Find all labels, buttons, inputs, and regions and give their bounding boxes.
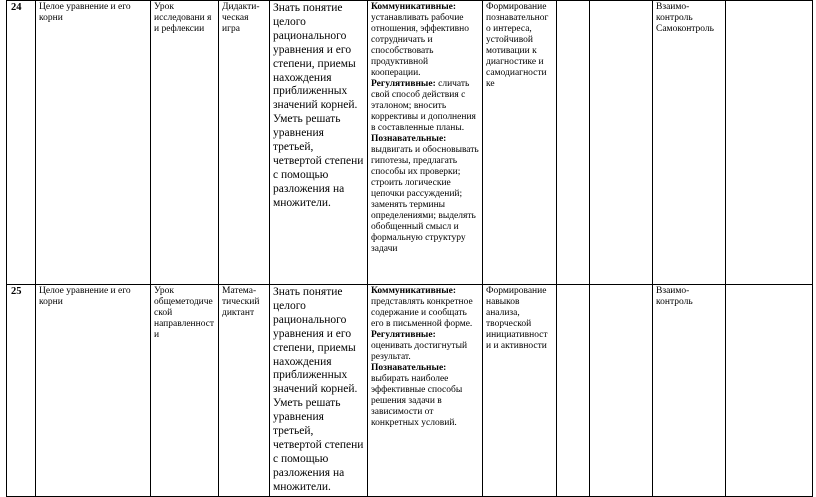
lesson-topic: Целое уравнение и его корни bbox=[36, 1, 151, 285]
uud-cognitive: Познавательные: выдвигать и обосновывать гипотезы, предлагать способы их проверки; строить логические цепочки рассуждений; заменять термины определениями; выделять обобщенный смысл и формальную структуру задачи bbox=[371, 134, 479, 254]
uud-regulative: Регулятивные: сличать свой способ действия с эталоном; вносить коррективы и дополнения в составленные планы. bbox=[371, 79, 476, 133]
empty-cell bbox=[590, 285, 653, 497]
personal-results: Формирование познавательног о интереса, устойчивой мотивации к диагностике и самодиагности ке bbox=[483, 1, 557, 285]
lesson-number: 24 bbox=[7, 1, 36, 285]
personal-results: Формирование навыков анализа, творческой инициативност и и активности bbox=[483, 285, 557, 497]
lesson-type: Урок исследовани я и рефлексии bbox=[151, 1, 219, 285]
lesson-plan-table bbox=[6, 0, 813, 497]
control-form: Взаимо-контроль Самоконтроль bbox=[653, 1, 726, 285]
table-row bbox=[7, 1, 813, 285]
empty-cell bbox=[726, 285, 813, 497]
uud-communicative: Коммуникативные: устанавливать рабочие отношения, эффективно сотрудничать и способствовать продуктивной кооперации. bbox=[371, 2, 469, 78]
empty-cell bbox=[726, 1, 813, 285]
subject-results: Знать понятие целого рационального уравнения и его степени, приемы нахождения приближенных значений корней. Уметь решать уравнения третьей, четвертой степени с помощью разложения на множители. bbox=[270, 285, 368, 497]
control-form: Взаимо-контроль bbox=[653, 285, 726, 497]
lesson-form: Дидакти-ческая игра bbox=[219, 1, 270, 285]
lesson-topic: Целое уравнение и его корни bbox=[36, 285, 151, 497]
empty-cell bbox=[590, 1, 653, 285]
uud-regulative: Регулятивные: оценивать достигнутый результат. bbox=[371, 330, 468, 362]
lesson-number: 25 bbox=[7, 285, 36, 497]
lesson-form: Матема-тический диктант bbox=[219, 285, 270, 497]
uud-cell bbox=[368, 285, 483, 497]
lesson-type: Урок общеметодической направленности bbox=[151, 285, 219, 497]
subject-results: Знать понятие целого рационального уравнения и его степени, приемы нахождения приближенных значений корней. Уметь решать уравнения третьей, четвертой степени с помощью разложения на множители. bbox=[270, 1, 368, 285]
empty-cell bbox=[557, 1, 590, 285]
table-row bbox=[7, 285, 813, 497]
empty-cell bbox=[557, 285, 590, 497]
uud-communicative: Коммуникативные: представлять конкретное содержание и сообщать его в письменной форме. bbox=[371, 286, 473, 329]
uud-cognitive: Познавательные: выбирать наиболее эффективные способы решения задачи в зависимости от конкретных условий. bbox=[371, 363, 463, 428]
uud-cell bbox=[368, 1, 483, 285]
